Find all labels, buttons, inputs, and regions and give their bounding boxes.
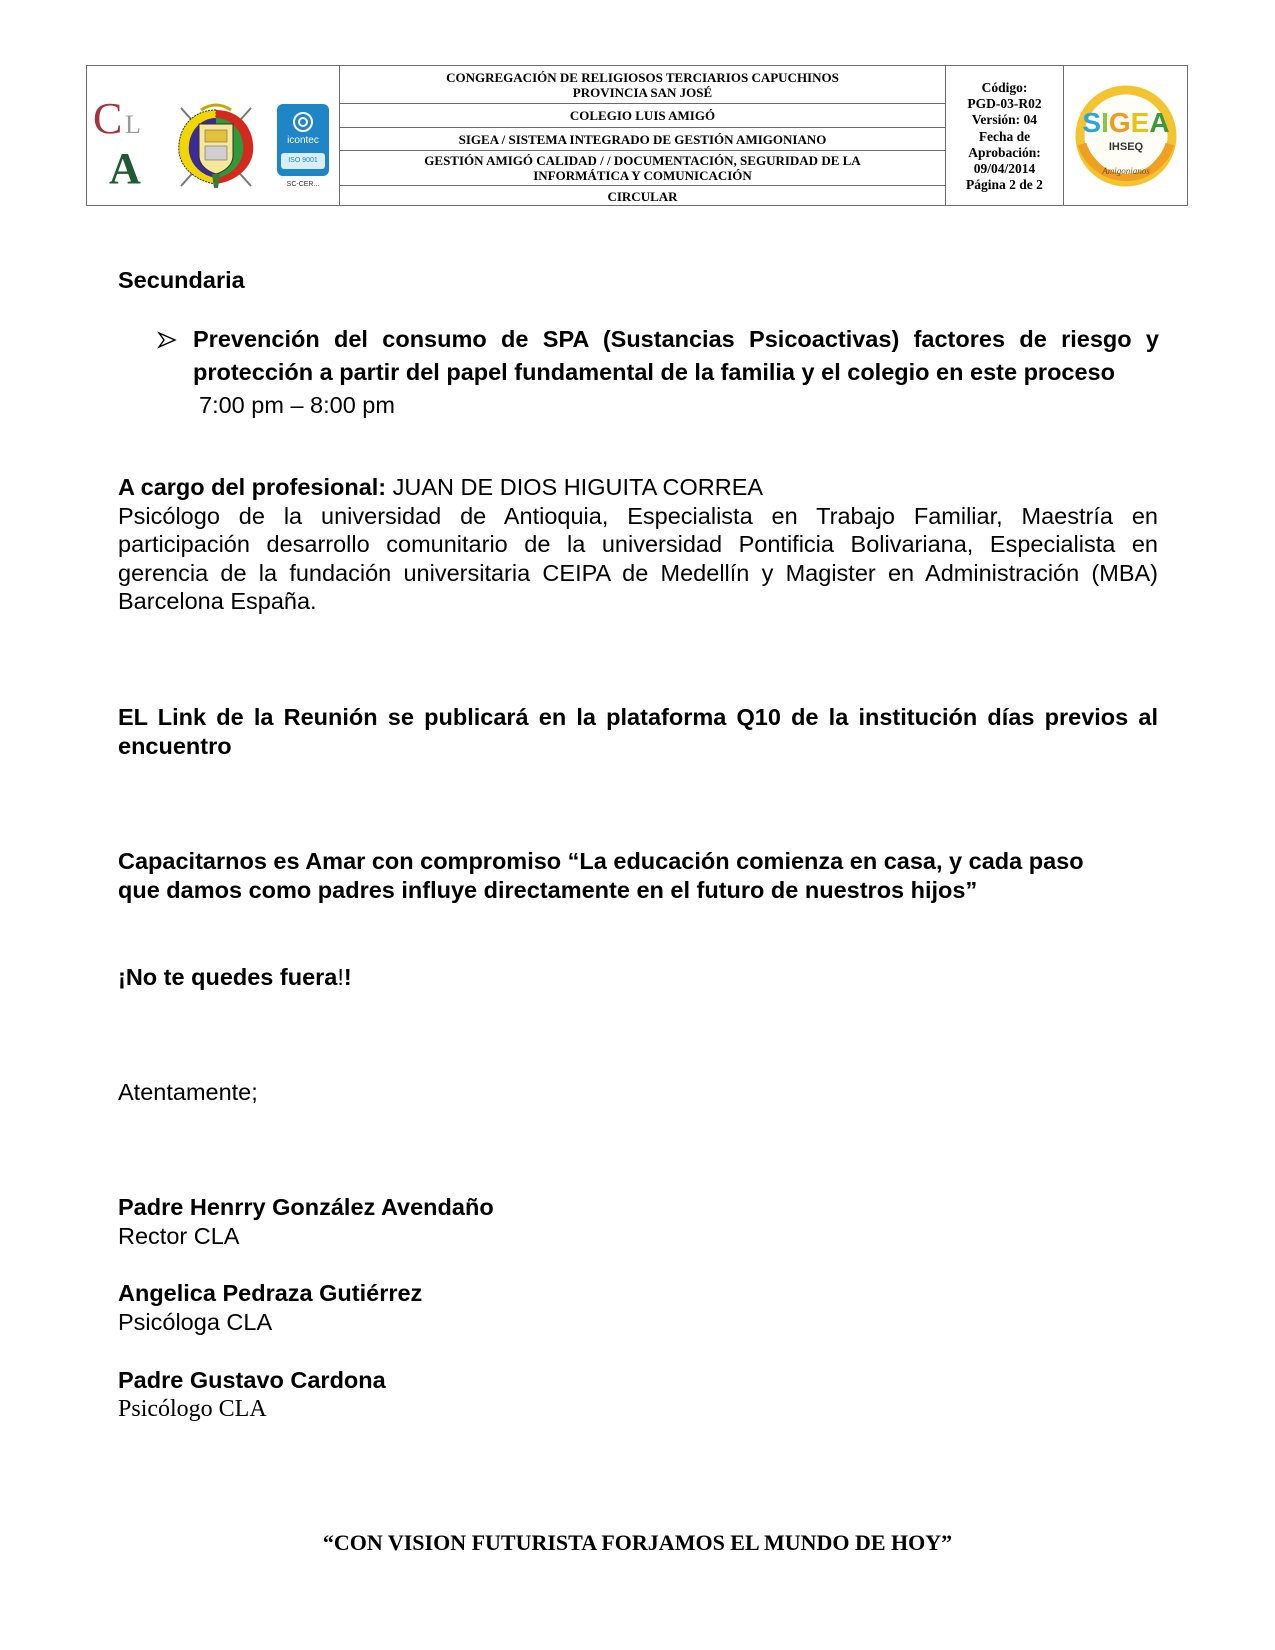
cla-logo — [93, 96, 159, 196]
professional-bio-line-3: gerencia de la fundación universitaria CEIPA de Medellín y Magister en Administración (MBA) — [118, 559, 1158, 586]
sigea-logo-ribbon: Amigonianos — [1102, 166, 1150, 176]
signature-1-name: Padre Henrry González Avendaño — [118, 1194, 494, 1220]
icontec-caption: SC-CER... — [286, 181, 320, 188]
section-title: Secundaria — [118, 267, 245, 293]
signature-1 — [118, 1193, 494, 1250]
cla-logo-letter-c: C — [93, 96, 123, 142]
sigea-logo-title: SIGEA — [1082, 107, 1170, 138]
arrow-bullet-icon — [157, 330, 177, 350]
approval-date-label-2: Aprobación: — [968, 144, 1041, 160]
sigea-logo — [1072, 84, 1180, 188]
sigea-logo-subtitle: IHSEQ — [1108, 141, 1144, 153]
header-system-name: SIGEA / SISTEMA INTEGRADO DE GESTIÓN AMIGONIANO — [340, 127, 945, 150]
header-school-name: COLEGIO LUIS AMIGÓ — [340, 103, 945, 127]
call-to-action-text: ¡No te quedes fuera — [118, 964, 338, 990]
call-to-action — [118, 963, 352, 992]
motto-line-2: que damos como padres influye directamente en el futuro de nuestros hijos” — [118, 876, 978, 903]
professional-bio-line-4: Barcelona España. — [118, 588, 317, 614]
signature-1-role: Rector CLA — [118, 1222, 240, 1249]
cla-logo-letter-a: A — [109, 146, 141, 192]
code-label: Código: — [981, 80, 1028, 95]
icontec-logo-text: icontec — [287, 135, 319, 146]
meeting-link-line-2: encuentro — [118, 732, 232, 759]
header-logos-cell — [87, 66, 340, 205]
approval-date-label-1: Fecha de — [978, 128, 1031, 144]
professional-bio-line-1: Psicólogo de la universidad de Antioquia, Especialista en Trabajo Familiar, Maestría en — [118, 502, 1158, 529]
topic-line-2: protección a partir del papel fundamental de la familia y el colegio en este proceso — [193, 359, 1115, 385]
coat-of-arms-logo — [171, 100, 261, 190]
motto — [118, 847, 1158, 904]
header-process-line2: INFORMÁTICA Y COMUNICACIÓN — [533, 168, 752, 183]
meeting-link-notice — [118, 703, 1158, 760]
motto-line-1: Capacitarnos es Amar con compromiso “La educación comienza en casa, y cada paso — [118, 848, 1084, 874]
header-process-line1: GESTIÓN AMIGÓ CALIDAD / / DOCUMENTACIÓN, SEGURIDAD DE LA — [424, 153, 861, 168]
icontec-logo — [277, 104, 329, 176]
closing: Atentamente; — [118, 1079, 258, 1105]
topic-bullet — [193, 323, 1159, 422]
cla-logo-letter-l: L — [125, 110, 141, 139]
signature-2-role: Psicóloga CLA — [118, 1308, 273, 1335]
header-congregation — [340, 66, 945, 103]
header-sigea-cell — [1064, 66, 1188, 205]
header-congregation-line1: CONGREGACIÓN DE RELIGIOSOS TERCIARIOS CAPUCHINOS — [446, 69, 839, 85]
signature-2 — [118, 1279, 422, 1336]
topic-line-1: Prevención del consumo de SPA (Sustancias Psicoactivas) factores de riesgo y — [193, 326, 1159, 352]
document-header-table — [86, 65, 1188, 206]
professional-bio-line-2: participación desarrollo comunitario de la universidad Pontificia Bolivariana, Especialista en — [118, 531, 1158, 557]
approval-date-value: 09/04/2014 — [973, 161, 1036, 177]
header-titles-cell — [340, 66, 946, 205]
icontec-ring-inner-icon — [298, 117, 308, 127]
professional-block — [118, 473, 1158, 616]
meeting-link-line-1: EL Link de la Reunión se publicará en la plataforma Q10 de la institución días previos al — [118, 704, 1158, 730]
version-value: Versión: 04 — [971, 112, 1038, 128]
code-value: PGD-03-R02 — [967, 96, 1042, 112]
footer-slogan: “CON VISION FUTURISTA FORJAMOS EL MUNDO DE HOY” — [322, 1530, 953, 1555]
signature-3-name: Padre Gustavo Cardona — [118, 1367, 386, 1393]
icontec-iso-badge: ISO 9001 — [281, 153, 325, 169]
signature-2-name: Angelica Pedraza Gutiérrez — [118, 1280, 423, 1306]
signature-3-role: Psicólogo CLA — [118, 1395, 267, 1422]
signature-3 — [118, 1366, 386, 1423]
header-congregation-line2: PROVINCIA SAN JOSÉ — [572, 84, 713, 100]
professional-name: JUAN DE DIOS HIGUITA CORREA — [392, 474, 764, 500]
call-to-action-mark-1: ! — [337, 964, 344, 990]
header-document-type: CIRCULAR — [340, 185, 945, 206]
header-process — [340, 150, 945, 185]
professional-label: A cargo del profesional: — [118, 474, 387, 500]
header-code-cell — [946, 66, 1064, 205]
topic-time: 7:00 pm – 8:00 pm — [199, 392, 395, 418]
page-number: Página 2 de 2 — [966, 177, 1043, 193]
call-to-action-mark-2: ! — [343, 964, 352, 990]
